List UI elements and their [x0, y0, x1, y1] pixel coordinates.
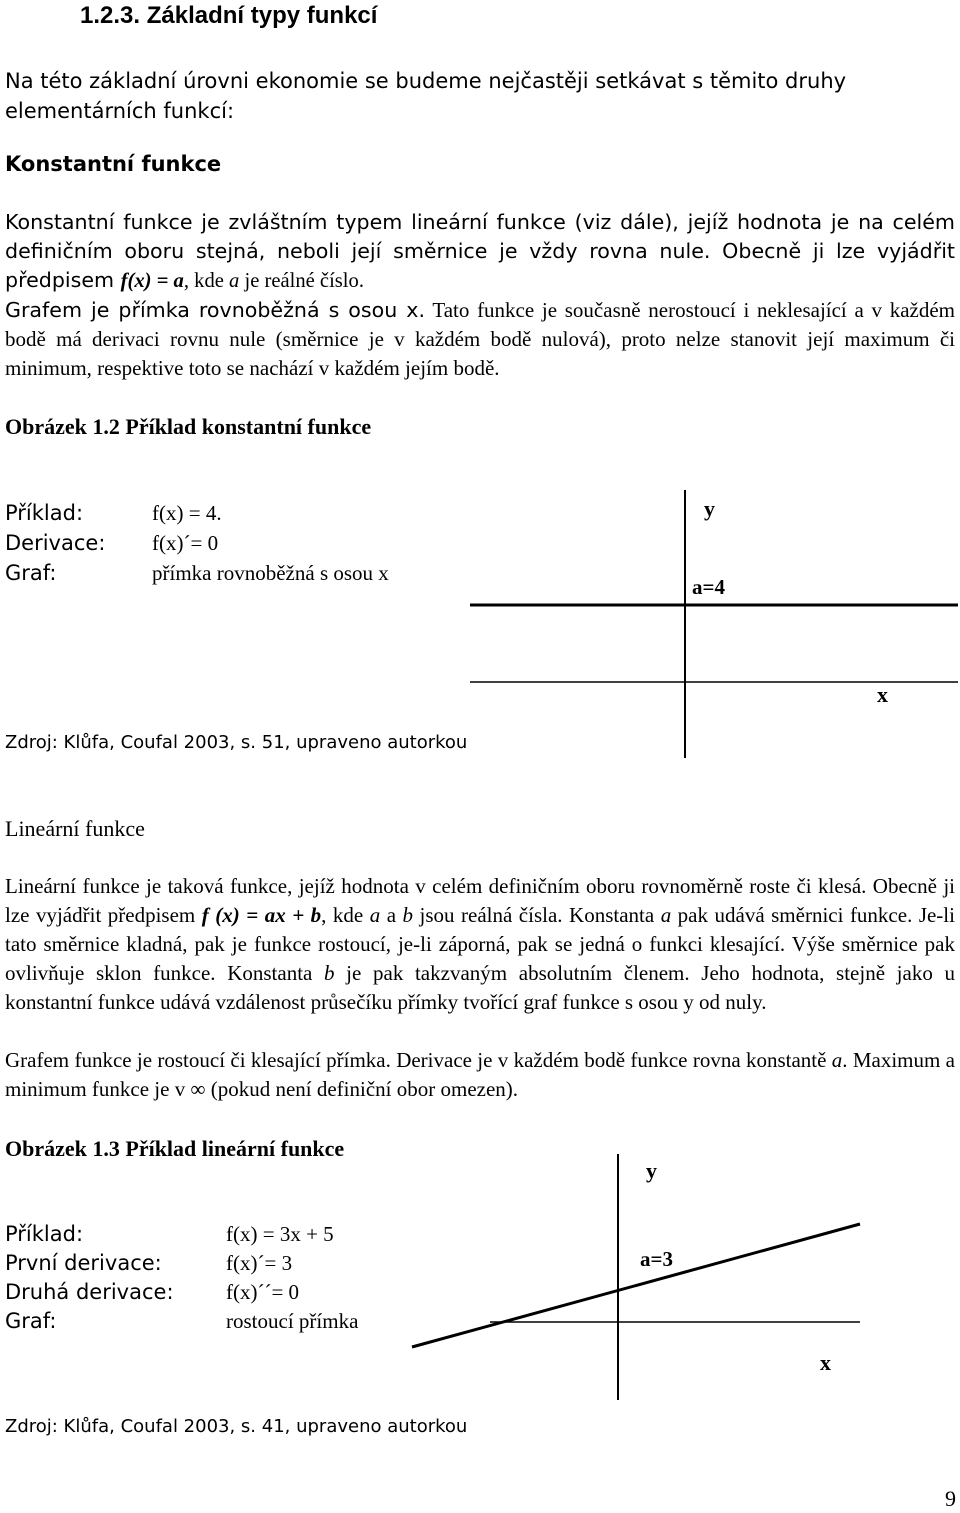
constant-source: Zdroj: Klůfa, Coufal 2003, s. 51, upraveno autorkou — [5, 732, 468, 753]
linear-source: Zdroj: Klůfa, Coufal 2003, s. 41, upraveno autorkou — [5, 1416, 468, 1437]
linear-example-label: Příklad: — [5, 1222, 84, 1246]
constant-derivative-label: Derivace: — [5, 531, 106, 555]
constant-example-value: f(x) = 4. — [152, 501, 222, 525]
linear-first-derivative-label: První derivace: — [5, 1251, 162, 1275]
chart2-x-label: x — [820, 1350, 831, 1375]
linear-a-var-2: a — [660, 903, 672, 927]
linear-second-derivative-label: Druhá derivace: — [5, 1280, 174, 1304]
constant-a-var: a — [229, 270, 240, 292]
infinity-symbol: ∞ — [190, 1077, 206, 1101]
constant-formula: f(x) = a — [120, 270, 184, 292]
linear-p2-a: Grafem funkce je rostoucí či klesající přímka. Derivace je v každém bodě funkce rovna konstantě — [5, 1048, 832, 1072]
linear-heading: Lineární funkce — [5, 816, 145, 841]
constant-p2-a: Grafem je přímka rovnoběžná s osou x. — [5, 298, 426, 322]
constant-graph-value: přímka rovnoběžná s osou x — [152, 561, 389, 585]
linear-p2-a-var: a — [831, 1048, 843, 1072]
chart2-linear-line — [412, 1224, 860, 1347]
linear-figure-caption: Obrázek 1.3 Příklad lineární funkce — [5, 1136, 345, 1161]
intro-paragraph: Na této základní úrovni ekonomie se budeme nejčastěji setkávat s těmito druhy elementárních funkcí: — [5, 69, 847, 123]
constant-example-label: Příklad: — [5, 501, 84, 525]
chart1-line-label: a=4 — [692, 575, 725, 599]
chart2-line-label: a=3 — [640, 1247, 673, 1271]
linear-a-var: a — [369, 903, 381, 927]
linear-p2-c: (pokud není definiční obor omezen). — [205, 1077, 519, 1101]
constant-graph-label: Graf: — [5, 561, 57, 585]
linear-p1-f: je pak takzvaným absolutním členem. Jeho hodnota, stejně jako u konstantní funkce udává vzdálenost průsečíku přímky tvořící graf funkce s osou y od nuly. — [5, 961, 955, 1014]
linear-b-var: b — [402, 903, 414, 927]
linear-first-derivative-value: f(x)´= 3 — [226, 1251, 293, 1275]
constant-p2-b: Tato funkce je současně nerostoucí i neklesající a v každém bodě má derivaci rovnu nule (směrnice je v každém bodě nulová), proto nelze stanovit její maximum či minimum, respektive toto se nachází v každém jejím bodě. — [5, 298, 955, 380]
page-title: 1.2.3. Základní typy funkcí — [80, 2, 378, 29]
page-number: 9 — [945, 1486, 956, 1511]
chart1-y-label: y — [704, 496, 715, 521]
linear-b-var-2: b — [324, 961, 335, 985]
linear-p2-b: . Maximum a minimum funkce je v — [5, 1048, 955, 1101]
constant-p1-text: Konstantní funkce je zvláštním typem lineární funkce (viz dále), jejíž hodnota je na celém definičním oboru stejná, neboli její směrnice je vždy rovna nule. Obecně ji lze vyjádřit — [5, 210, 955, 263]
constant-heading: Konstantní funkce — [5, 152, 222, 176]
linear-p1-c: a — [380, 903, 403, 927]
linear-graph-label: Graf: — [5, 1309, 57, 1333]
linear-p1-e: pak udává směrnici funkce. Je-li tato směrnice kladná, pak je funkce rostoucí, je-li záporná, pak se jedná o funkci klesající. Výše směrnice pak ovlivňuje sklon funkce. Konstanta — [5, 903, 955, 985]
constant-p1-line3-b: , kde — [183, 270, 230, 292]
constant-p1-line3-a: předpisem — [5, 268, 121, 292]
chart2-y-label: y — [646, 1158, 657, 1183]
linear-p1-a: Lineární funkce je taková funkce, jejíž hodnota v celém definičním oboru rovnoměrně roste či klesá. Obecně ji lze vyjádřit předpisem — [5, 874, 955, 927]
constant-derivative-value: f(x)´= 0 — [152, 531, 219, 555]
chart1-x-label: x — [877, 682, 888, 707]
constant-figure-caption: Obrázek 1.2 Příklad konstantní funkce — [5, 414, 372, 439]
constant-p1-line3-c: je reálné číslo. — [239, 270, 364, 292]
linear-p1-b: , kde — [321, 903, 370, 927]
linear-formula: f (x) = ax + b — [201, 903, 322, 927]
linear-graph-value: rostoucí přímka — [226, 1309, 359, 1333]
linear-example-value: f(x) = 3x + 5 — [226, 1222, 334, 1246]
linear-p1-d: jsou reálná čísla. Konstanta — [413, 903, 661, 927]
linear-second-derivative-value: f(x)´´= 0 — [226, 1280, 300, 1304]
